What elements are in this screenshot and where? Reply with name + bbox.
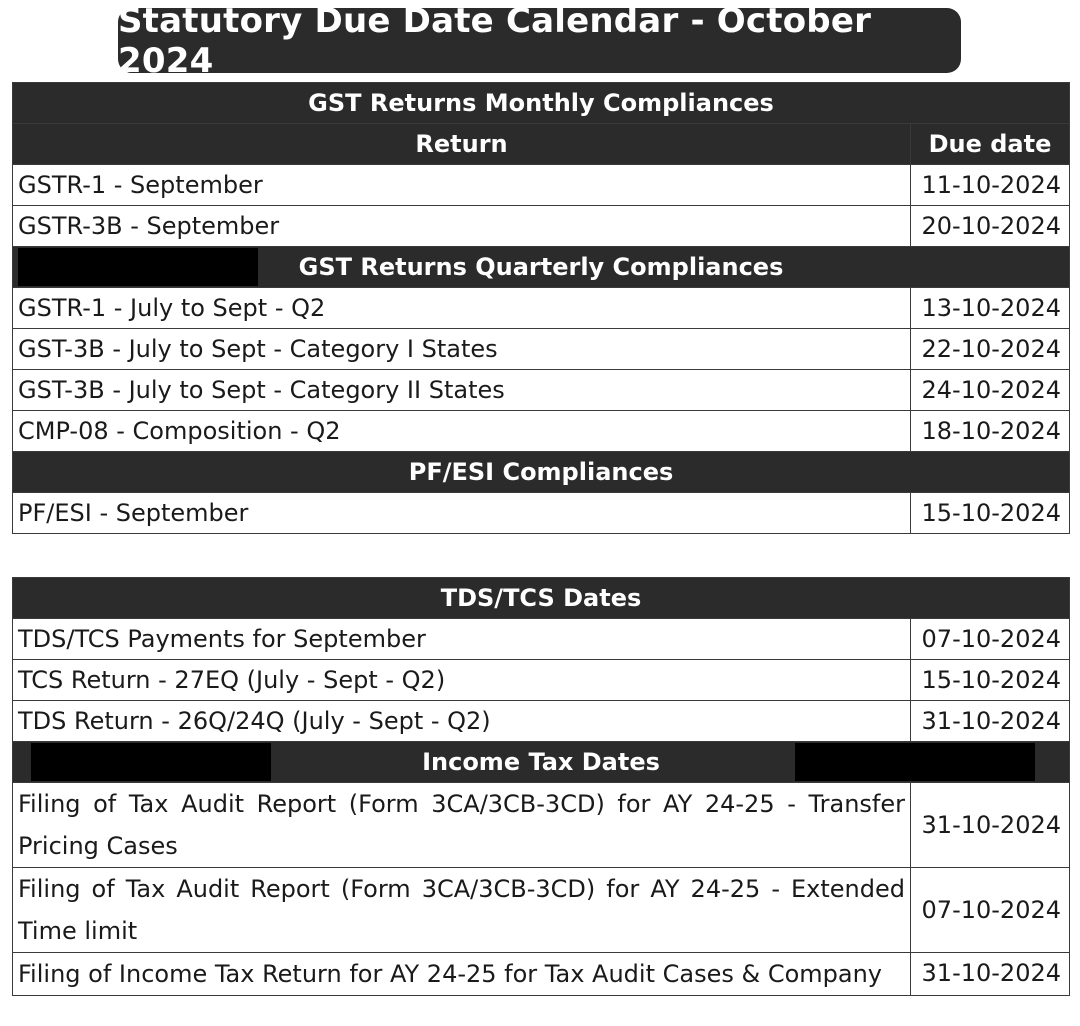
- tds-income-tax-table: [12, 577, 1070, 996]
- section-title: PF/ESI Compliances: [13, 452, 1070, 493]
- due-date-cell: 07-10-2024: [911, 868, 1070, 953]
- return-cell: GSTR-3B - September: [13, 206, 911, 247]
- return-cell: PF/ESI - September: [13, 493, 911, 534]
- page-title: Statutory Due Date Calendar - October 2024: [118, 8, 961, 73]
- due-date-cell: 18-10-2024: [911, 411, 1070, 452]
- return-cell: CMP-08 - Composition - Q2: [13, 411, 911, 452]
- due-date-cell: 11-10-2024: [911, 165, 1070, 206]
- return-cell: GSTR-1 - September: [13, 165, 911, 206]
- section-title: GST Returns Monthly Compliances: [13, 83, 1070, 124]
- column-header-row: [13, 124, 1070, 165]
- due-date-cell: 24-10-2024: [911, 370, 1070, 411]
- table-row: [13, 701, 1070, 742]
- table-row: [13, 493, 1070, 534]
- due-date-cell: 20-10-2024: [911, 206, 1070, 247]
- section-header-gst-monthly: [13, 83, 1070, 124]
- return-column-header: Return: [13, 124, 911, 165]
- return-cell: TCS Return - 27EQ (July - Sept - Q2): [13, 660, 911, 701]
- redaction-block: [31, 743, 271, 781]
- table-row: [13, 953, 1070, 996]
- due-date-cell: 07-10-2024: [911, 619, 1070, 660]
- due-date-cell: 13-10-2024: [911, 288, 1070, 329]
- table-row: [13, 411, 1070, 452]
- return-cell: GST-3B - July to Sept - Category I States: [13, 329, 911, 370]
- table-row: [13, 370, 1070, 411]
- redaction-block: [18, 248, 258, 286]
- gst-pf-compliance-table: [12, 82, 1070, 534]
- table-row: [13, 165, 1070, 206]
- section-title-text: GST Returns Quarterly Compliances: [298, 253, 784, 281]
- due-date-cell: 31-10-2024: [911, 701, 1070, 742]
- due-date-cell: 22-10-2024: [911, 329, 1070, 370]
- table-row: [13, 206, 1070, 247]
- section-title: [13, 742, 1070, 783]
- return-cell: Filing of Tax Audit Report (Form 3CA/3CB-3CD) for AY 24-25 - Extended Time limit: [13, 868, 911, 953]
- section-header-pf-esi: [13, 452, 1070, 493]
- section-title: TDS/TCS Dates: [13, 578, 1070, 619]
- return-cell: TDS/TCS Payments for September: [13, 619, 911, 660]
- table-row: [13, 783, 1070, 868]
- return-cell: GST-3B - July to Sept - Category II States: [13, 370, 911, 411]
- return-cell: TDS Return - 26Q/24Q (July - Sept - Q2): [13, 701, 911, 742]
- due-date-cell: 31-10-2024: [911, 953, 1070, 996]
- section-title-text: Income Tax Dates: [422, 748, 660, 776]
- table-row: [13, 329, 1070, 370]
- redaction-block: [795, 743, 1035, 781]
- due-date-cell: 15-10-2024: [911, 660, 1070, 701]
- section-header-income-tax: [13, 742, 1070, 783]
- return-cell: GSTR-1 - July to Sept - Q2: [13, 288, 911, 329]
- table-row: [13, 660, 1070, 701]
- section-header-tds-tcs: [13, 578, 1070, 619]
- due-date-column-header: Due date: [911, 124, 1070, 165]
- return-cell: Filing of Income Tax Return for AY 24-25 for Tax Audit Cases & Company: [13, 953, 911, 996]
- due-date-cell: 31-10-2024: [911, 783, 1070, 868]
- section-title: [13, 247, 1070, 288]
- table-row: [13, 288, 1070, 329]
- table-row: [13, 619, 1070, 660]
- table-row: [13, 868, 1070, 953]
- due-date-cell: 15-10-2024: [911, 493, 1070, 534]
- return-cell: Filing of Tax Audit Report (Form 3CA/3CB-3CD) for AY 24-25 - Transfer Pricing Cases: [13, 783, 911, 868]
- section-header-gst-quarterly: [13, 247, 1070, 288]
